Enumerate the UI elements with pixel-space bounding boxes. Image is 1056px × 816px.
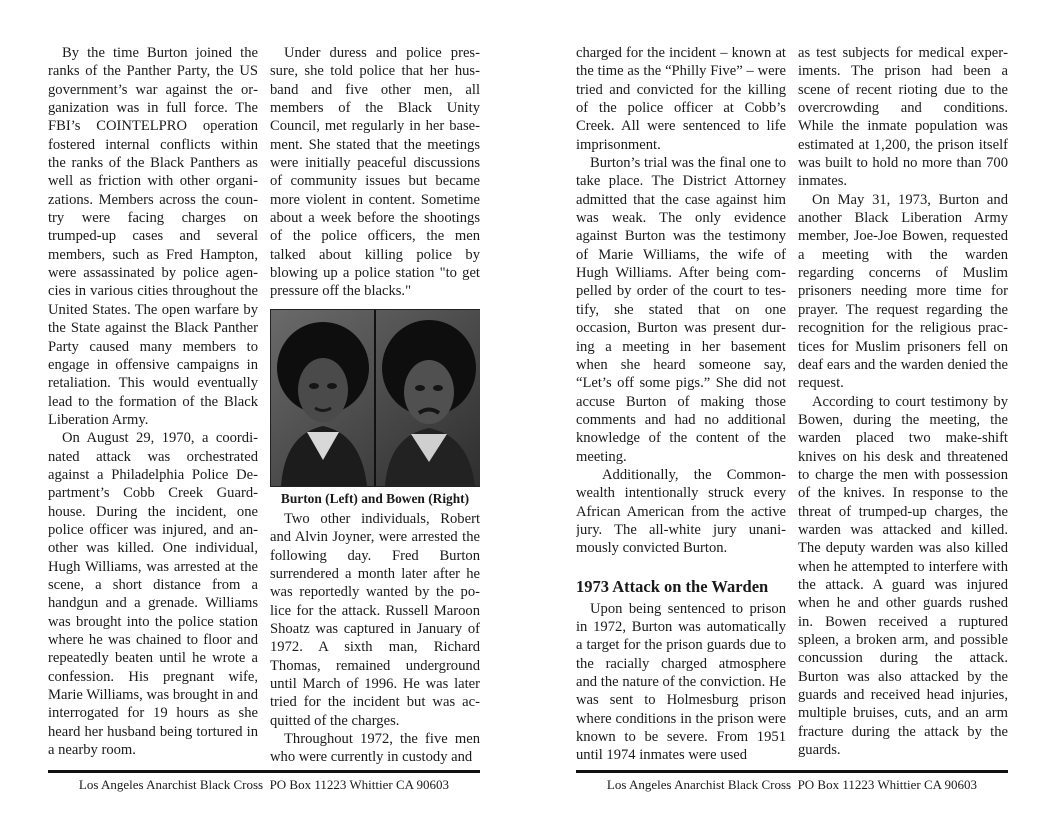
left-page-column-2 (270, 44, 480, 766)
photo-caption: Burton (Left) and Bowen (Right) (280, 490, 470, 506)
paragraph: Under duress and police pressure, she told police that her husband and five other men, all members of the Black Unity Council, met regularly in her basement. She stated that the meetings were initially peaceful discussions of community issues but became more violent in content. Sometime about a week before the shootings of the police officers, the men talked about killing police by blowing up a police station "to get pressure off the blacks." (270, 45, 480, 300)
left-page (48, 44, 480, 794)
right-page-column-2 (798, 44, 1008, 766)
paragraph: On May 31, 1973, Burton and another Black Liberation Army member, Joe-Joe Bowen, requested a meeting with the warden regarding concerns of Muslim prisoners needing more time for prayer. The request regarding the recognition for the religious practices for Muslim prisoners fell on deaf ears and the warden denied the request. (798, 191, 1008, 392)
footer-rule (576, 770, 1008, 773)
paragraph: Throughout 1972, the five men who were currently in custody and (270, 730, 480, 766)
page-footer: Los Angeles Anarchist Black Cross PO Box 11223 Whittier CA 90603 (606, 777, 978, 792)
right-page-columns (576, 44, 1008, 766)
right-page (576, 44, 1008, 794)
paragraph: According to court testimony by Bowen, during the meeting, the warden placed two make-shift knives on his desk and threatened to charge the men with possession of the knives. In response to the threat of trumped-up charges, the warden was attacked and killed. The deputy warden was also killed when he attempted to interfere with the attack. A guard was injured when he and other guards rushed in. Bowen received a ruptured spleen, a broken arm, and possible concussion during the attack. Burton was also attacked by the guards and received head injuries, multiple bruises, cuts, and an arm fracture during the attack by the guards. (798, 393, 1008, 759)
paragraph: charged for the incident – known at the time as the “Philly Five” – were tried and convicted for the killing of the police officer at Cobb’s Creek. All were sentenced to life imprisonment. (576, 45, 786, 153)
left-page-columns (48, 44, 480, 766)
paragraph: Additionally, the Commonwealth intentionally struck every African American from the active jury. The all-white jury unanimously convicted Burton. (576, 466, 786, 557)
paragraph: as test subjects for medical experiments. The prison had been a scene of recent rioting due to the overcrowding and conditions. While the inmate population was estimated at 1,200, the prison itself was built to hold no more than 700 inmates. (798, 45, 1008, 190)
section-heading: 1973 Attack on the Warden (576, 576, 769, 596)
paragraph: Upon being sentenced to prison in 1972, Burton was automatically a target for the prison guards due to the racially charged atmosphere and the nature of the conviction. He was sent to Holmesburg prison where conditions in the prison were known to be severe. From 1951 until 1974 inmates were used (576, 600, 786, 764)
page-footer: Los Angeles Anarchist Black Cross PO Box 11223 Whittier CA 90603 (78, 777, 450, 792)
mugshot-image (271, 310, 480, 486)
mugshot-photo (270, 309, 480, 487)
paragraph: On August 29, 1970, a coordinated attack was orchestrated against a Philadelphia Police Department’s Cobb Creek Guardhouse. During the incident, one police officer was injured, and another was killed. One individual, Hugh Williams, was arrested at the scene, a short distance from a handgun and a grenade. Williams was brought into the police station where he was chained to floor and repeatedly beaten until he wrote a confession. His pregnant wife, Marie Williams, was brought in and interrogated for 19 hours as she heard her husband being tortured in a nearby room. (48, 430, 258, 759)
footer-rule (48, 770, 480, 773)
left-page-column-1 (48, 44, 258, 766)
paragraph: Two other individuals, Robert and Alvin Joyner, were arrested the following day. Fred Burton surrendered a month later after he was reportedly wanted by the police for the attack. Russell Maroon Shoatz was captured in January of 1972. A sixth man, Richard Thomas, remained underground until March of 1996. He was later tried for the incident but was acquitted of the charges. (270, 510, 480, 729)
paragraph: Burton’s trial was the final one to take place. The District Attorney admitted that the case against him was weak. The only evidence against Burton was the testimony of Marie Williams, the wife of Hugh Williams. After being compelled by order of the court to testify, she stated that on one occasion, Burton was present during a meeting in her basement when she heard someone say, “Let’s off some pigs.” She did not accuse Burton of making those comments and had no additional knowledge of the content of the meeting. (576, 155, 786, 465)
paragraph: By the time Burton joined the ranks of the Panther Party, the US government’s war against the organization was in full force. The FBI’s COINTELPRO operation fostered internal conflicts within the ranks of the Black Panthers as well as friction with other organizations. Members across the country were facing charges on trumped-up cases and several members, such as Fred Hampton, were assassinated by police agencies in various cities throughout the United States. The open warfare by the State against the Black Panther Party caused many members to engage in offensive campaigns in retaliation. This would eventually lead to the formation of the Black Liberation Army. (48, 45, 258, 428)
right-page-column-1 (576, 44, 786, 766)
